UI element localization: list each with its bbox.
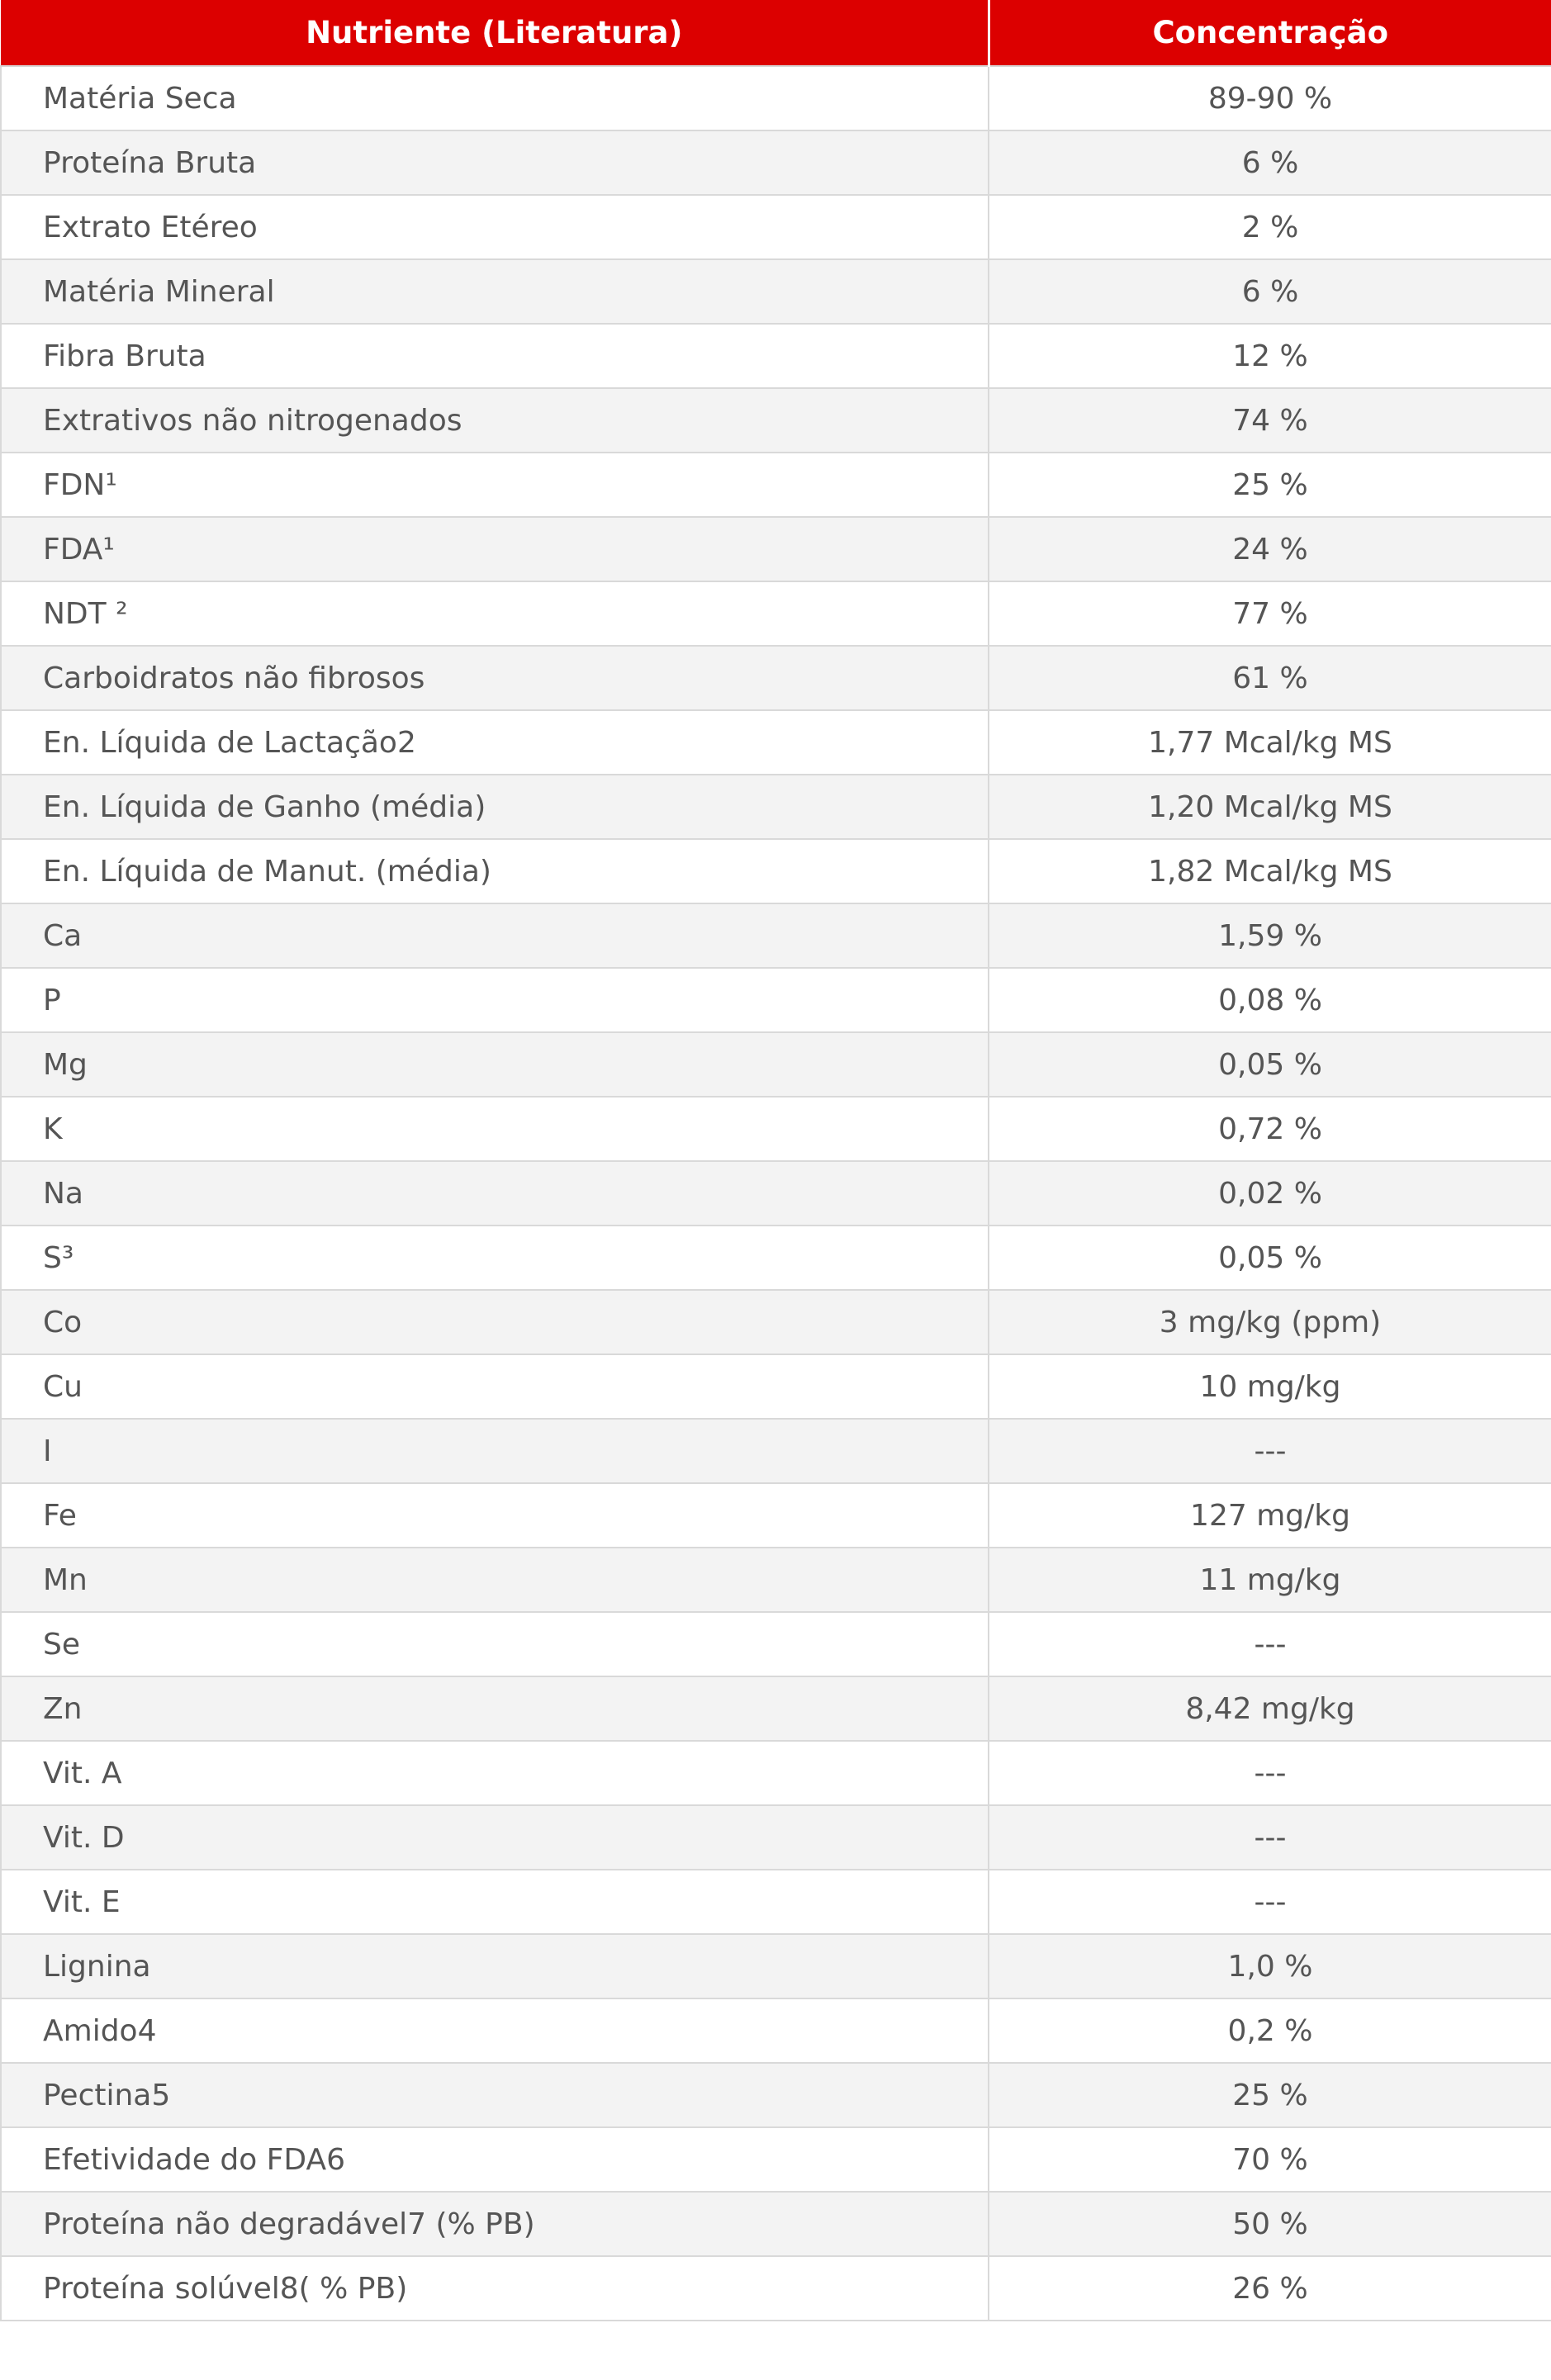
concentration-cell: --- — [989, 1805, 1551, 1870]
nutrient-name-cell: Na — [1, 1161, 989, 1226]
nutrient-name-cell: Se — [1, 1612, 989, 1676]
header-row — [1, 0, 1551, 66]
nutrient-name-cell: Vit. D — [1, 1805, 989, 1870]
nutrient-name-cell: Ca — [1, 903, 989, 968]
nutrient-name-cell: Proteína Bruta — [1, 130, 989, 195]
concentration-cell: --- — [989, 1870, 1551, 1934]
concentration-cell: 1,82 Mcal/kg MS — [989, 839, 1551, 903]
nutrient-name-cell: Fibra Bruta — [1, 324, 989, 388]
table-row — [1, 1226, 1551, 1290]
concentration-cell: --- — [989, 1419, 1551, 1483]
table-row — [1, 2127, 1551, 2192]
table-row — [1, 259, 1551, 324]
concentration-cell: 74 % — [989, 388, 1551, 453]
table-row — [1, 968, 1551, 1032]
concentration-cell: 6 % — [989, 130, 1551, 195]
nutrient-name-cell: Lignina — [1, 1934, 989, 1998]
concentration-cell: 89-90 % — [989, 66, 1551, 130]
nutrient-name-cell: Proteína solúvel8( % PB) — [1, 2256, 989, 2321]
nutrient-name-cell: Proteína não degradável7 (% PB) — [1, 2192, 989, 2256]
table-row — [1, 1548, 1551, 1612]
table-row — [1, 324, 1551, 388]
table-header — [1, 0, 1551, 66]
table-row — [1, 839, 1551, 903]
table-row — [1, 1354, 1551, 1419]
nutrient-name-cell: FDN¹ — [1, 453, 989, 517]
nutrient-name-cell: Matéria Seca — [1, 66, 989, 130]
concentration-cell: 70 % — [989, 2127, 1551, 2192]
concentration-cell: 0,08 % — [989, 968, 1551, 1032]
table-row — [1, 646, 1551, 710]
table-row — [1, 130, 1551, 195]
nutrient-name-cell: En. Líquida de Lactação2 — [1, 710, 989, 775]
concentration-cell: 77 % — [989, 581, 1551, 646]
nutrient-name-cell: Zn — [1, 1676, 989, 1741]
nutrient-name-cell: Fe — [1, 1483, 989, 1548]
table-body — [1, 66, 1551, 2321]
concentration-cell: 2 % — [989, 195, 1551, 259]
nutrient-name-cell: I — [1, 1419, 989, 1483]
nutrient-name-cell: Vit. A — [1, 1741, 989, 1805]
table-row — [1, 1998, 1551, 2063]
table-row — [1, 1741, 1551, 1805]
concentration-cell: 127 mg/kg — [989, 1483, 1551, 1548]
nutrient-name-cell: Co — [1, 1290, 989, 1354]
concentration-cell: --- — [989, 1741, 1551, 1805]
table-row — [1, 388, 1551, 453]
table-row — [1, 1032, 1551, 1097]
concentration-cell: 61 % — [989, 646, 1551, 710]
table-row — [1, 2063, 1551, 2127]
table-row — [1, 710, 1551, 775]
concentration-cell: 1,20 Mcal/kg MS — [989, 775, 1551, 839]
nutrient-name-cell: Mn — [1, 1548, 989, 1612]
nutrient-name-cell: FDA¹ — [1, 517, 989, 581]
nutrient-name-cell: Pectina5 — [1, 2063, 989, 2127]
concentration-cell: 1,59 % — [989, 903, 1551, 968]
concentration-cell: 24 % — [989, 517, 1551, 581]
header-concentration: Concentração — [989, 0, 1551, 66]
concentration-cell: --- — [989, 1612, 1551, 1676]
table-row — [1, 453, 1551, 517]
table-row — [1, 1161, 1551, 1226]
concentration-cell: 11 mg/kg — [989, 1548, 1551, 1612]
nutrient-name-cell: Carboidratos não fibrosos — [1, 646, 989, 710]
table-row — [1, 2256, 1551, 2321]
nutrient-name-cell: Amido4 — [1, 1998, 989, 2063]
table-row — [1, 1612, 1551, 1676]
concentration-cell: 1,77 Mcal/kg MS — [989, 710, 1551, 775]
nutrient-name-cell: Extrato Etéreo — [1, 195, 989, 259]
nutrient-name-cell: NDT ² — [1, 581, 989, 646]
table-row — [1, 1676, 1551, 1741]
concentration-cell: 1,0 % — [989, 1934, 1551, 1998]
concentration-cell: 26 % — [989, 2256, 1551, 2321]
table-row — [1, 1419, 1551, 1483]
nutrient-name-cell: Efetividade do FDA6 — [1, 2127, 989, 2192]
table-row — [1, 1870, 1551, 1934]
nutrient-name-cell: S³ — [1, 1226, 989, 1290]
header-nutrient: Nutriente (Literatura) — [1, 0, 989, 66]
concentration-cell: 6 % — [989, 259, 1551, 324]
table-row — [1, 1934, 1551, 1998]
table-row — [1, 903, 1551, 968]
nutrient-name-cell: K — [1, 1097, 989, 1161]
table-row — [1, 775, 1551, 839]
nutrient-name-cell: Mg — [1, 1032, 989, 1097]
table-row — [1, 1097, 1551, 1161]
nutrient-name-cell: En. Líquida de Manut. (média) — [1, 839, 989, 903]
concentration-cell: 25 % — [989, 453, 1551, 517]
table-row — [1, 2192, 1551, 2256]
concentration-cell: 10 mg/kg — [989, 1354, 1551, 1419]
table-row — [1, 1483, 1551, 1548]
concentration-cell: 8,42 mg/kg — [989, 1676, 1551, 1741]
table-row — [1, 517, 1551, 581]
concentration-cell: 25 % — [989, 2063, 1551, 2127]
nutrient-name-cell: P — [1, 968, 989, 1032]
nutrient-name-cell: Vit. E — [1, 1870, 989, 1934]
concentration-cell: 0,72 % — [989, 1097, 1551, 1161]
concentration-cell: 0,05 % — [989, 1226, 1551, 1290]
table-row — [1, 1805, 1551, 1870]
table-row — [1, 1290, 1551, 1354]
table-row — [1, 66, 1551, 130]
concentration-cell: 0,2 % — [989, 1998, 1551, 2063]
nutrient-name-cell: Matéria Mineral — [1, 259, 989, 324]
nutrient-name-cell: Extrativos não nitrogenados — [1, 388, 989, 453]
nutrient-name-cell: En. Líquida de Ganho (média) — [1, 775, 989, 839]
concentration-cell: 0,05 % — [989, 1032, 1551, 1097]
nutrient-name-cell: Cu — [1, 1354, 989, 1419]
concentration-cell: 50 % — [989, 2192, 1551, 2256]
table-row — [1, 195, 1551, 259]
table-row — [1, 581, 1551, 646]
concentration-cell: 12 % — [989, 324, 1551, 388]
concentration-cell: 0,02 % — [989, 1161, 1551, 1226]
concentration-cell: 3 mg/kg (ppm) — [989, 1290, 1551, 1354]
